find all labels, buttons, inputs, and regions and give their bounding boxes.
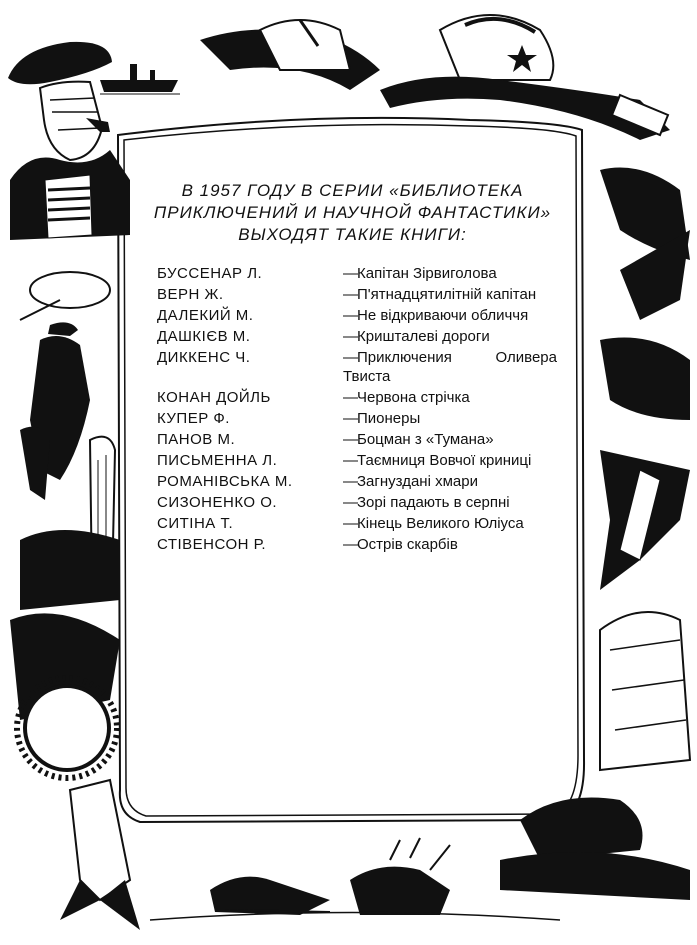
book-title: Зорі падають в серпні xyxy=(357,494,510,511)
book-entry: ДАШКІЄВ М. —Кришталеві дороги xyxy=(157,328,490,345)
book-author: БУССЕНАР Л. xyxy=(157,265,263,282)
book-author: СИЗОНЕНКО О. xyxy=(157,494,278,511)
book-author: РОМАНІВСЬКА М. xyxy=(157,473,293,490)
book-list xyxy=(157,264,557,556)
book-entry: РОМАНІВСЬКА М. —Загнуздані хмари xyxy=(157,473,478,490)
book-entry: СИТІНА Т. —Кінець Великого Юліуса xyxy=(157,515,524,532)
heading-line-1: В 1957 ГОДУ В СЕРИИ «БИБЛИОТЕКА xyxy=(181,181,524,200)
book-entry: КУПЕР Ф. —Пионеры xyxy=(157,410,421,427)
book-title: Кришталеві дороги xyxy=(357,328,490,345)
sailor-illustration xyxy=(8,42,130,240)
sailing-ship-illustration xyxy=(500,612,690,900)
book-entry: ВЕРН Ж. —П'ятнадцятилітній капітан xyxy=(157,286,537,303)
book-entry: СТІВЕНСОН Р. —Острів скарбів xyxy=(157,536,458,553)
book-title: Таємниця Вовчої криниці xyxy=(357,452,532,469)
book-entry: ПАНОВ М. —Боцман з «Тумана» xyxy=(157,431,494,448)
book-title: Загнуздані хмари xyxy=(357,473,478,490)
book-author: СТІВЕНСОН Р. xyxy=(157,536,267,553)
book-author: ПИСЬМЕННА Л. xyxy=(157,452,278,469)
heading-line-3: ВЫХОДЯТ ТАКИЕ КНИГИ: xyxy=(238,225,467,244)
book-title: Капітан Зірвиголова xyxy=(357,265,497,282)
book-title: Кінець Великого Юліуса xyxy=(357,515,524,532)
book-entry: ДИККЕНС Ч. —Приключения Оливера Твиста xyxy=(157,349,557,385)
book-entry: КОНАН ДОЙЛЬ —Червона стрічка xyxy=(157,389,470,406)
book-title: Острів скарбів xyxy=(357,536,458,553)
steamship-illustration xyxy=(100,64,180,94)
heading-line-2: ПРИКЛЮЧЕНИЙ И НАУЧНОЙ ФАНТАСТИКИ» xyxy=(153,203,552,222)
book-entry: БУССЕНАР Л. —Капітан Зірвиголова xyxy=(157,265,497,282)
book-title: Не відкриваючи обличчя xyxy=(357,307,529,324)
book-title: Боцман з «Тумана» xyxy=(357,431,494,448)
book-author: ДАШКІЄВ М. xyxy=(157,328,251,345)
book-author: ДАЛЕКИЙ М. xyxy=(157,307,254,324)
book-author: СИТІНА Т. xyxy=(157,515,234,532)
reindeer-sled-illustration xyxy=(150,838,560,920)
book-title: Пионеры xyxy=(357,410,421,427)
book-author: ВЕРН Ж. xyxy=(157,286,224,303)
book-author: ДИККЕНС Ч. xyxy=(157,349,251,366)
book-entry: ДАЛЕКИЙ М. —Не відкриваючи обличчя xyxy=(157,307,529,324)
cowboy-illustration xyxy=(20,272,120,610)
book-entry: СИЗОНЕНКО О. —Зорі падають в серпні xyxy=(157,494,510,511)
book-title: Червона стрічка xyxy=(357,389,470,406)
right-side-illustration xyxy=(600,168,690,591)
book-title: Приключения Оливера Твиста xyxy=(343,349,557,385)
book-author: КУПЕР Ф. xyxy=(157,410,230,427)
book-entry: ПИСЬМЕННА Л. —Таємниця Вовчої криниці xyxy=(157,452,532,469)
book-author: КОНАН ДОЙЛЬ xyxy=(157,389,271,406)
book-author: ПАНОВ М. xyxy=(157,431,236,448)
series-heading xyxy=(140,180,565,246)
book-title: П'ятнадцятилітній капітан xyxy=(357,286,537,303)
